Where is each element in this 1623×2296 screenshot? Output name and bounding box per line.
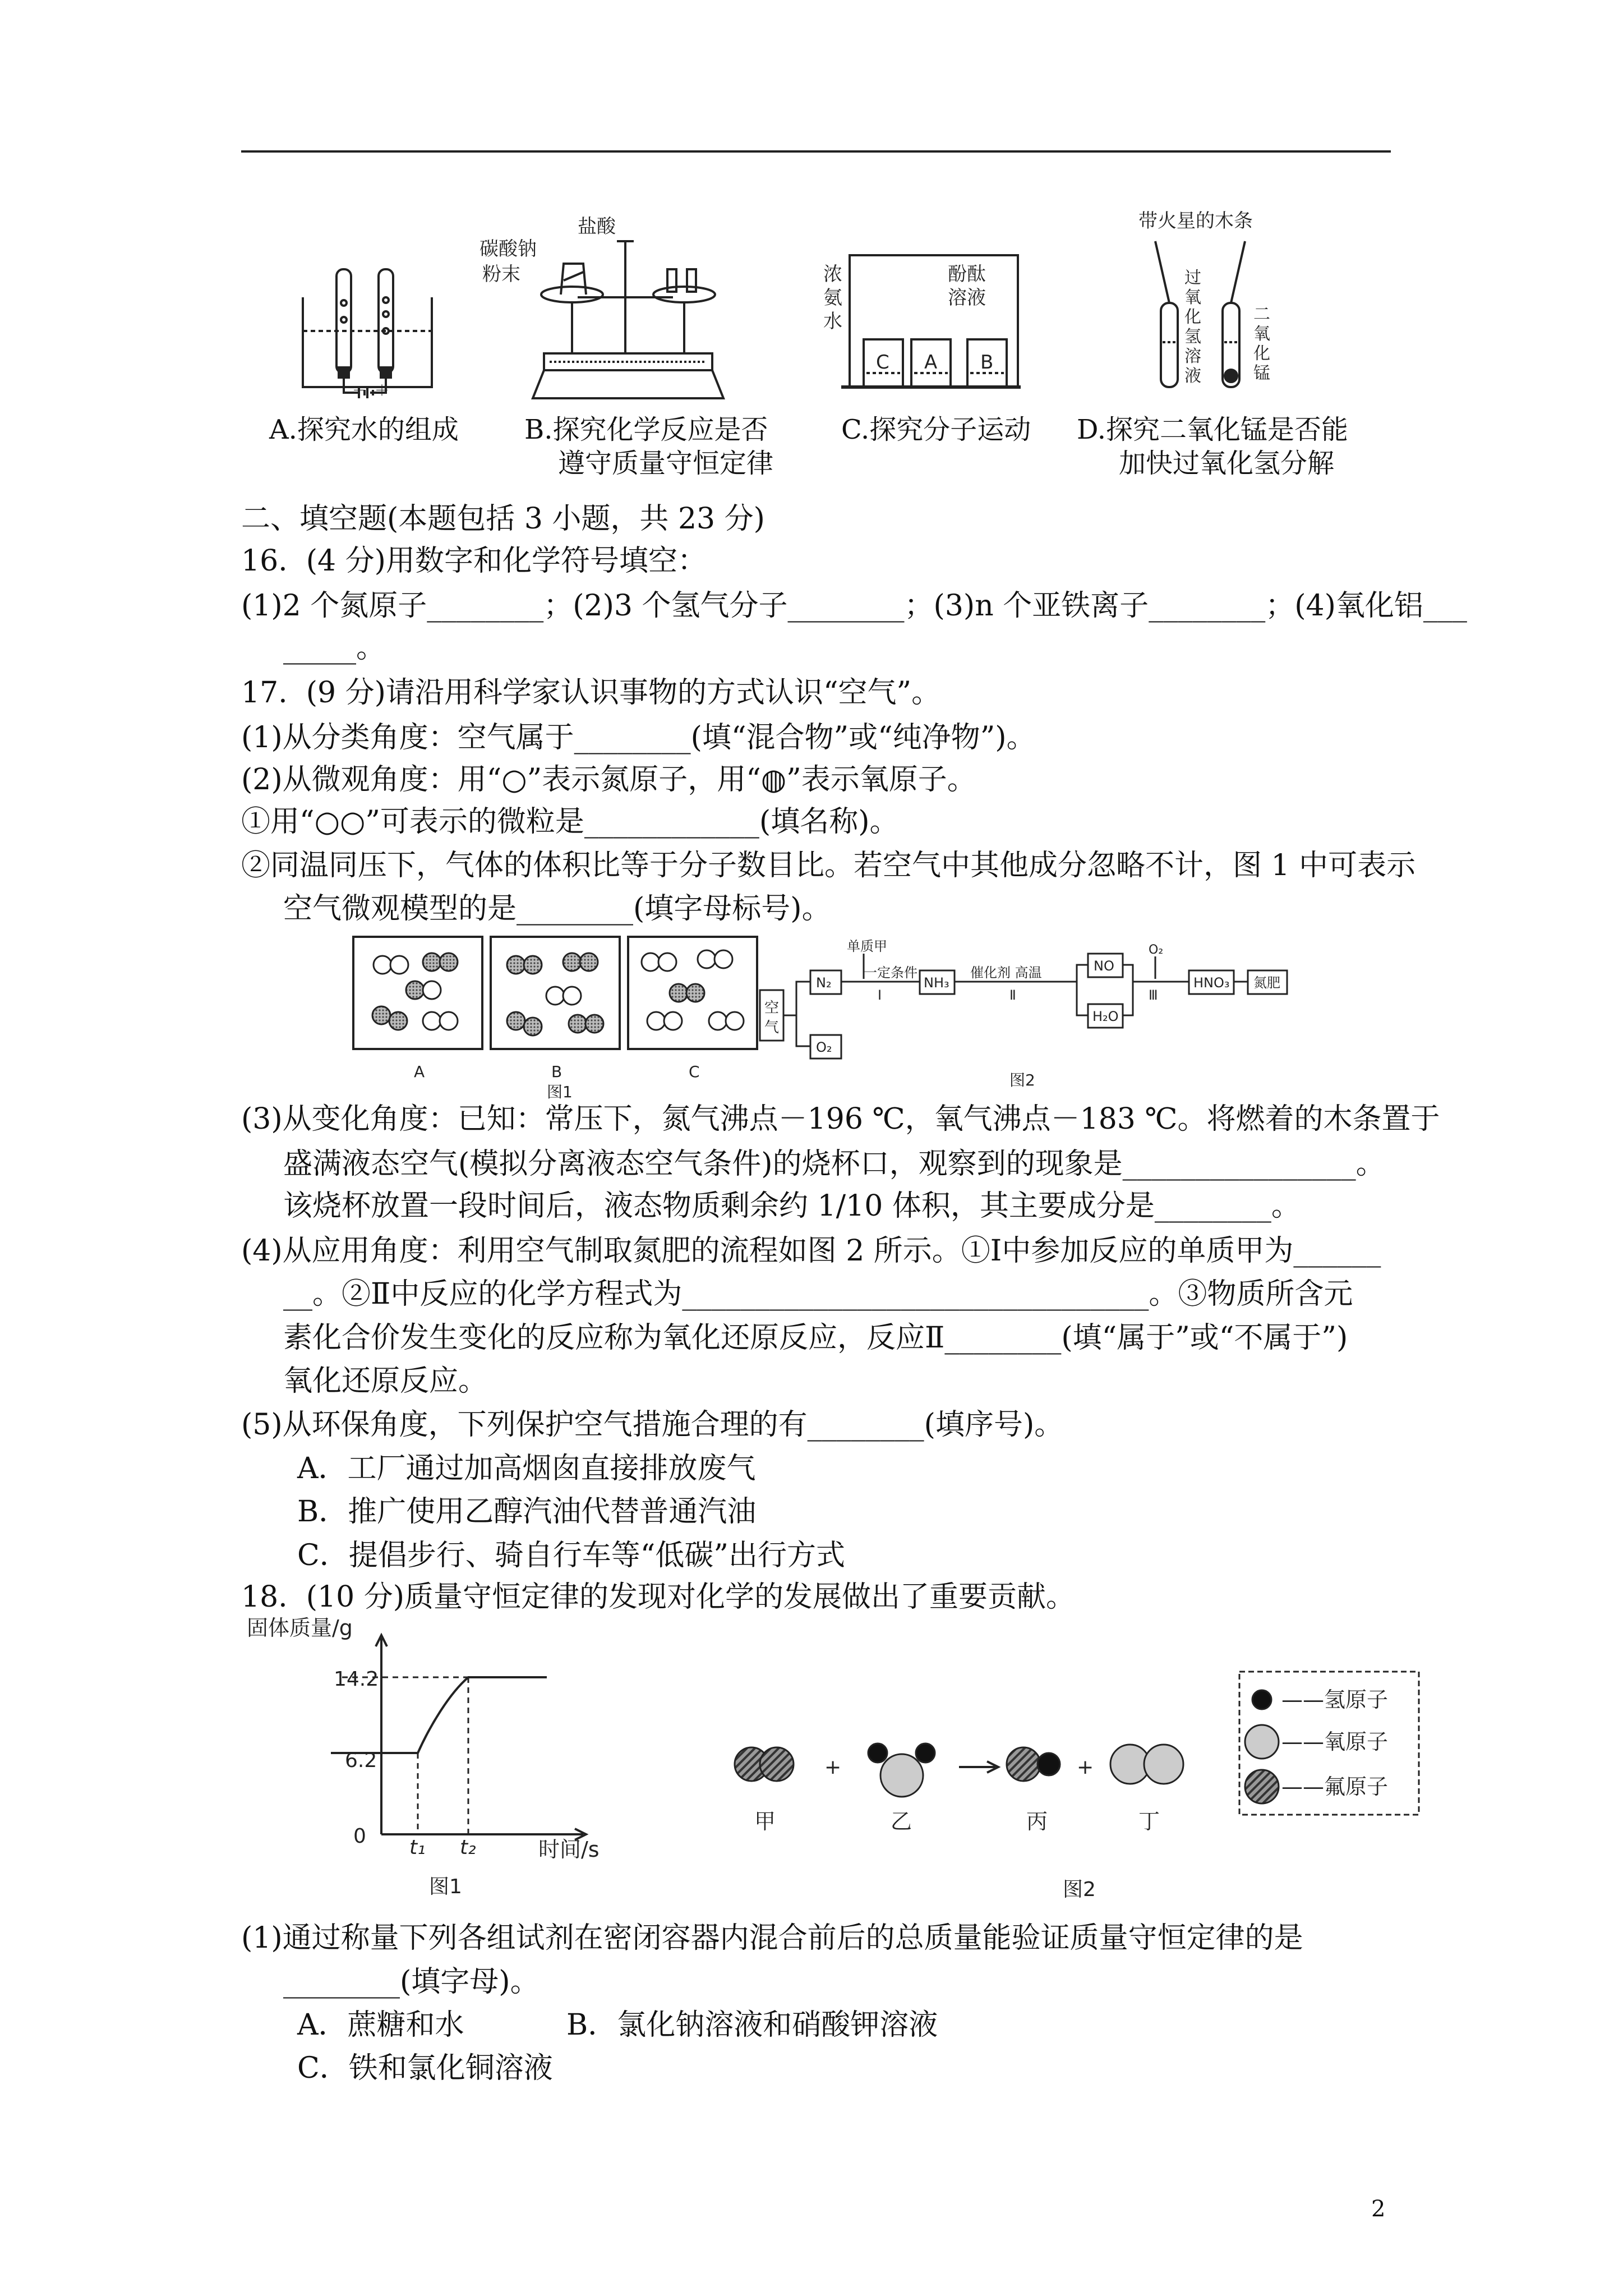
label-ammonia-3: 水	[823, 310, 842, 333]
fig2-caption: 图2	[1009, 1071, 1035, 1089]
q18-opt-a: A．蔗糖和水	[297, 2008, 464, 2042]
legend-o: ——氧原子	[1281, 1729, 1389, 1754]
fig2-substance: 单质甲	[847, 938, 887, 954]
q18-xlabel: 时间/s	[538, 1837, 600, 1862]
fig2-o2-top: O₂	[1149, 943, 1164, 957]
caption-c: C.探究分子运动	[841, 414, 1031, 445]
plus-1: +	[824, 1756, 842, 1779]
q18-origin: 0	[353, 1825, 366, 1848]
beaker-label-1: C	[876, 351, 889, 374]
q17-p4-4: 氧化还原反应。	[283, 1364, 488, 1398]
q16-head: 16. (4 分)用数字和化学符号填空：	[241, 544, 707, 578]
fig2-nh3: NH₃	[924, 975, 949, 991]
name-ding: 丁	[1138, 1809, 1160, 1834]
q17-p2b-1: ②同温同压下，气体的体积比等于分子数目比。若空气中其他成分忽略不计，图 1 中可表示	[241, 849, 1416, 882]
svg-text:＋: ＋	[375, 383, 390, 399]
q18-t1: t₁	[409, 1836, 426, 1859]
q18-y-high: 14.2	[334, 1668, 379, 1691]
fig2-no: NO	[1094, 958, 1114, 974]
label-phenol-1: 酚酞	[948, 263, 986, 286]
label-splint: 带火星的木条	[1138, 210, 1253, 232]
label-h2o2-vertical	[1184, 268, 1201, 386]
q17-p2b-2: 空气微观模型的是________(填字母标号)。	[283, 892, 831, 926]
label-mno2-1: 二	[1253, 305, 1270, 324]
q18-opt-c: C．铁和氯化铜溶液	[297, 2051, 553, 2085]
q17-head: 17. (9 分)请沿用科学家认识事物的方式认识“空气”。	[241, 676, 941, 710]
label-h2o2-4: 氢	[1184, 327, 1201, 347]
q17-p4-2: __。②Ⅱ中反应的化学方程式为________________________________。③物质所含元	[283, 1277, 1353, 1311]
label-h2o2-6: 液	[1184, 366, 1201, 386]
q17-p5b: B．推广使用乙醇汽油代替普通汽油	[297, 1495, 757, 1529]
fig2-h2o: H₂O	[1092, 1009, 1119, 1024]
q18-p1-1: (1)通过称量下列各组试剂在密闭容器内混合前后的总质量能验证质量守恒定律的是	[241, 1921, 1303, 1955]
label-h2o2-1: 过	[1184, 268, 1201, 288]
q17-p5a: A．工厂通过加高烟囱直接排放废气	[297, 1452, 756, 1485]
q16-line1: (1)2 个氮原子________；(2)3 个氢气分子________；(3)n 个亚铁离子________；(4)氧化铝___	[241, 589, 1467, 623]
label-mno2-2: 氧	[1253, 324, 1270, 344]
fig2-condition: 一定条件	[864, 965, 917, 981]
beaker-label-3: B	[980, 351, 994, 374]
q18-figures	[236, 1616, 1424, 1907]
fig1-caption: 图1	[547, 1083, 573, 1099]
q18-fig1-caption: 图1	[429, 1875, 462, 1898]
legend-h: ——氢原子	[1281, 1687, 1389, 1712]
caption-b-1: B.探究化学反应是否	[524, 414, 768, 445]
q18-p1-2: ________(填字母)。	[283, 1965, 540, 1999]
q17-p2a: ①用“○○”可表示的微粒是____________(填名称)。	[241, 805, 899, 839]
legend-f: ——氟原子	[1281, 1774, 1389, 1799]
caption-a: A.探究水的组成	[269, 414, 459, 445]
caption-d-1: D.探究二氧化锰是否能	[1077, 414, 1349, 445]
q17-p3-2: 盛满液态空气(模拟分离液态空气条件)的烧杯口，观察到的现象是________________。	[283, 1147, 1385, 1181]
q17-p2: (2)从微观角度：用“○”表示氮原子，用“◍”表示氧原子。	[241, 763, 976, 797]
page-number: 2	[1371, 2196, 1386, 2222]
fig1-label-a: A	[414, 1062, 425, 1081]
label-ammonia-1: 浓	[823, 263, 842, 286]
fig2-air-1: 空	[764, 1000, 780, 1016]
beaker-label-2: A	[924, 351, 938, 374]
label-h2o2-2: 氧	[1184, 288, 1201, 307]
caption-d-2: 加快过氧化氢分解	[1119, 448, 1335, 479]
svg-text:－: －	[352, 383, 367, 399]
label-h2o2-3: 化	[1184, 307, 1201, 327]
q17-p1: (1)从分类角度：空气属于________(填“混合物”或“纯净物”)。	[241, 721, 1036, 754]
box-b-molecules	[507, 953, 603, 1036]
label-powder-1: 碳酸钠	[479, 238, 537, 260]
q18-reaction	[735, 1743, 1183, 1797]
header-rule	[241, 150, 1391, 153]
figure-a-electrolysis	[303, 269, 432, 398]
q18-y-low: 6.2	[345, 1749, 377, 1772]
q18-ylabel: 固体质量/g	[247, 1616, 353, 1640]
fig2-step3: Ⅲ	[1149, 987, 1158, 1003]
figure-b-balance	[533, 241, 723, 398]
q18-head: 18. (10 分)质量守恒定律的发现对化学的发展做出了重要贡献。	[241, 1580, 1076, 1614]
label-mno2-4: 锰	[1253, 364, 1270, 383]
q18-graph	[331, 1635, 586, 1840]
caption-b-2: 遵守质量守恒定律	[558, 448, 774, 479]
q17-p3-3: 该烧杯放置一段时间后，液态物质剩余约 1/10 体积，其主要成分是________。	[283, 1189, 1301, 1223]
fig2-step1: Ⅰ	[878, 987, 882, 1003]
fig2-air-2: 气	[764, 1019, 780, 1036]
label-powder-2: 粉末	[482, 263, 520, 286]
label-acid: 盐酸	[578, 215, 616, 238]
name-yi: 乙	[891, 1809, 912, 1834]
q17-p5c: C．提倡步行、骑自行车等“低碳”出行方式	[297, 1539, 845, 1572]
label-mno2-vertical	[1253, 305, 1270, 383]
fig2-o2: O₂	[816, 1039, 832, 1055]
label-mno2-3: 化	[1253, 344, 1270, 364]
q17-figures	[348, 931, 1391, 1099]
q17-p4-3: 素化合价发生变化的反应称为氧化还原反应，反应Ⅱ________(填“属于”或“不属于”)	[283, 1321, 1348, 1355]
fig2-catalyst: 催化剂 高温	[970, 965, 1042, 981]
q17-p5: (5)从环保角度，下列保护空气措施合理的有________(填序号)。	[241, 1408, 1064, 1442]
q16-line2: _____。	[283, 631, 386, 665]
fig2-fertilizer: 氮肥	[1253, 975, 1280, 991]
q18-t2: t₂	[460, 1836, 476, 1859]
fig2-step2: Ⅱ	[1009, 987, 1016, 1003]
q18-fig2-caption: 图2	[1063, 1878, 1096, 1901]
fig2-hno3: HNO₃	[1193, 975, 1230, 991]
label-phenol-2: 溶液	[948, 287, 986, 309]
label-ammonia-2: 氨	[823, 287, 842, 309]
name-jia: 甲	[754, 1809, 776, 1834]
fig1-label-c: C	[689, 1062, 700, 1081]
q17-p3-1: (3)从变化角度：已知：常压下，氮气沸点－196 ℃，氧气沸点－183 ℃。将燃着的木条置于	[241, 1102, 1440, 1136]
plus-2: +	[1077, 1756, 1094, 1779]
fig1-label-b: B	[551, 1062, 562, 1081]
label-h2o2-5: 溶	[1184, 347, 1201, 366]
fig2-n2: N₂	[816, 975, 832, 991]
section-title: 二、填空题(本题包括 3 小题，共 23 分)	[241, 502, 765, 536]
box-a-molecules	[372, 953, 458, 1030]
name-bing: 丙	[1026, 1809, 1048, 1834]
box-c-molecules	[642, 950, 744, 1030]
q17-p4-1: (4)从应用角度：利用空气制取氮肥的流程如图 2 所示。①Ⅰ中参加反应的单质甲为______	[241, 1234, 1381, 1268]
experiment-figures	[280, 202, 1402, 443]
q18-opt-b: B．氯化钠溶液和硝酸钾溶液	[566, 2008, 938, 2042]
